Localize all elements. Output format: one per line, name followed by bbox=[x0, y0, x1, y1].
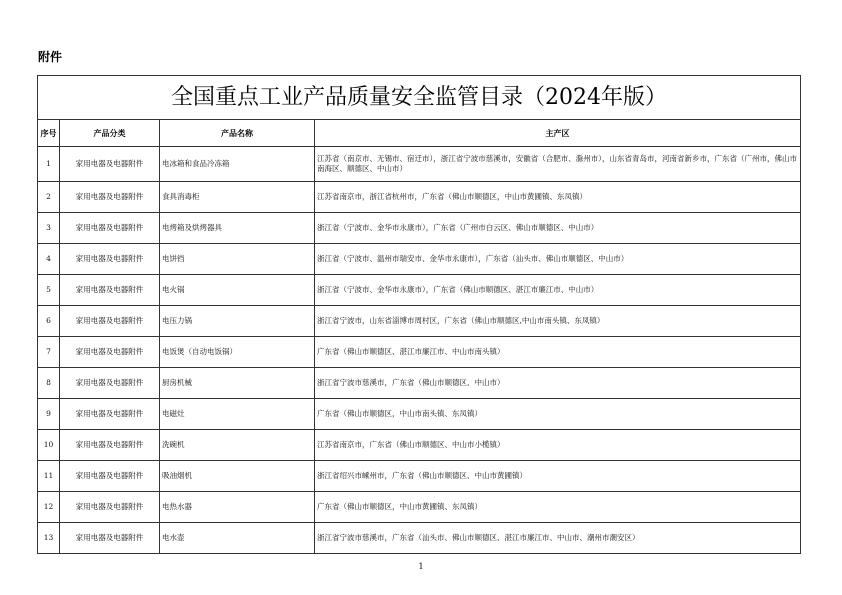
cell-product: 电烤箱及烘烤器具 bbox=[160, 213, 315, 244]
cell-region: 广东省（佛山市顺德区，中山市黄圃镇、东凤镇） bbox=[315, 492, 801, 523]
table-row bbox=[38, 182, 801, 213]
cell-category: 家用电器及电器附件 bbox=[60, 306, 160, 337]
table-row bbox=[38, 461, 801, 492]
cell-product: 电饼铛 bbox=[160, 244, 315, 275]
table-row bbox=[38, 399, 801, 430]
cell-index: 1 bbox=[38, 147, 60, 182]
cell-category: 家用电器及电器附件 bbox=[60, 523, 160, 554]
cell-product: 食具消毒柜 bbox=[160, 182, 315, 213]
header-region: 主产区 bbox=[315, 120, 801, 147]
cell-index: 5 bbox=[38, 275, 60, 306]
catalog-table bbox=[37, 75, 801, 554]
cell-product: 电冰箱和食品冷冻箱 bbox=[160, 147, 315, 182]
cell-index: 13 bbox=[38, 523, 60, 554]
cell-region: 浙江省（宁波市、温州市瑞安市、金华市永康市），广东省（汕头市、佛山市顺德区、中山市） bbox=[315, 244, 801, 275]
table-row bbox=[38, 213, 801, 244]
cell-region: 广东省（佛山市顺德区、湛江市廉江市、中山市南头镇） bbox=[315, 337, 801, 368]
cell-region: 浙江省绍兴市嵊州市，广东省（佛山市顺德区、中山市黄圃镇） bbox=[315, 461, 801, 492]
cell-index: 2 bbox=[38, 182, 60, 213]
cell-product: 电火锅 bbox=[160, 275, 315, 306]
cell-category: 家用电器及电器附件 bbox=[60, 492, 160, 523]
table-row bbox=[38, 244, 801, 275]
table-row bbox=[38, 337, 801, 368]
cell-index: 12 bbox=[38, 492, 60, 523]
header-index: 序号 bbox=[38, 120, 60, 147]
cell-product: 电磁灶 bbox=[160, 399, 315, 430]
table-row bbox=[38, 430, 801, 461]
cell-index: 9 bbox=[38, 399, 60, 430]
table-row bbox=[38, 492, 801, 523]
cell-category: 家用电器及电器附件 bbox=[60, 399, 160, 430]
table-row bbox=[38, 523, 801, 554]
cell-region: 江苏省（南京市、无锡市、宿迁市），浙江省宁波市慈溪市，安徽省（合肥市、滁州市），山东省青岛市，河南省新乡市，广东省（广州市，佛山市南海区、顺德区、中山市） bbox=[315, 147, 801, 182]
cell-category: 家用电器及电器附件 bbox=[60, 182, 160, 213]
table-row bbox=[38, 275, 801, 306]
cell-category: 家用电器及电器附件 bbox=[60, 368, 160, 399]
cell-product: 厨房机械 bbox=[160, 368, 315, 399]
table-header-row bbox=[38, 120, 801, 147]
table-row bbox=[38, 368, 801, 399]
cell-product: 洗碗机 bbox=[160, 430, 315, 461]
cell-region: 浙江省宁波市，山东省淄博市周村区，广东省（佛山市顺德区,中山市南头镇、东凤镇） bbox=[315, 306, 801, 337]
cell-product: 电热水器 bbox=[160, 492, 315, 523]
table-row bbox=[38, 147, 801, 182]
header-product: 产品名称 bbox=[160, 120, 315, 147]
cell-category: 家用电器及电器附件 bbox=[60, 461, 160, 492]
cell-index: 7 bbox=[38, 337, 60, 368]
cell-product: 电水壶 bbox=[160, 523, 315, 554]
table-title-row bbox=[38, 76, 801, 120]
header-category: 产品分类 bbox=[60, 120, 160, 147]
cell-product: 吸油烟机 bbox=[160, 461, 315, 492]
table-title: 全国重点工业产品质量安全监管目录（2024年版） bbox=[38, 76, 801, 120]
cell-product: 电压力锅 bbox=[160, 306, 315, 337]
cell-category: 家用电器及电器附件 bbox=[60, 430, 160, 461]
cell-index: 10 bbox=[38, 430, 60, 461]
cell-category: 家用电器及电器附件 bbox=[60, 147, 160, 182]
cell-product: 电饭煲（自动电饭锅） bbox=[160, 337, 315, 368]
cell-index: 6 bbox=[38, 306, 60, 337]
cell-region: 浙江省（宁波市、金华市永康市），广东省（佛山市顺德区、湛江市廉江市、中山市） bbox=[315, 275, 801, 306]
cell-region: 江苏省南京市，浙江省杭州市，广东省（佛山市顺德区，中山市黄圃镇、东凤镇） bbox=[315, 182, 801, 213]
cell-category: 家用电器及电器附件 bbox=[60, 275, 160, 306]
page-number: 1 bbox=[418, 562, 424, 571]
cell-category: 家用电器及电器附件 bbox=[60, 337, 160, 368]
cell-index: 3 bbox=[38, 213, 60, 244]
cell-category: 家用电器及电器附件 bbox=[60, 213, 160, 244]
table-row bbox=[38, 306, 801, 337]
attachment-label: 附件 bbox=[38, 50, 63, 64]
table-body bbox=[38, 147, 801, 554]
cell-index: 4 bbox=[38, 244, 60, 275]
cell-region: 浙江省宁波市慈溪市，广东省（汕头市、佛山市顺德区、湛江市廉江市、中山市、潮州市潮安区） bbox=[315, 523, 801, 554]
cell-region: 江苏省南京市，广东省（佛山市顺德区、中山市小榄镇） bbox=[315, 430, 801, 461]
cell-region: 浙江省（宁波市、金华市永康市），广东省（广州市白云区、佛山市顺德区、中山市） bbox=[315, 213, 801, 244]
cell-region: 浙江省宁波市慈溪市，广东省（佛山市顺德区、中山市） bbox=[315, 368, 801, 399]
cell-category: 家用电器及电器附件 bbox=[60, 244, 160, 275]
cell-index: 8 bbox=[38, 368, 60, 399]
cell-region: 广东省（佛山市顺德区，中山市南头镇、东凤镇） bbox=[315, 399, 801, 430]
cell-index: 11 bbox=[38, 461, 60, 492]
